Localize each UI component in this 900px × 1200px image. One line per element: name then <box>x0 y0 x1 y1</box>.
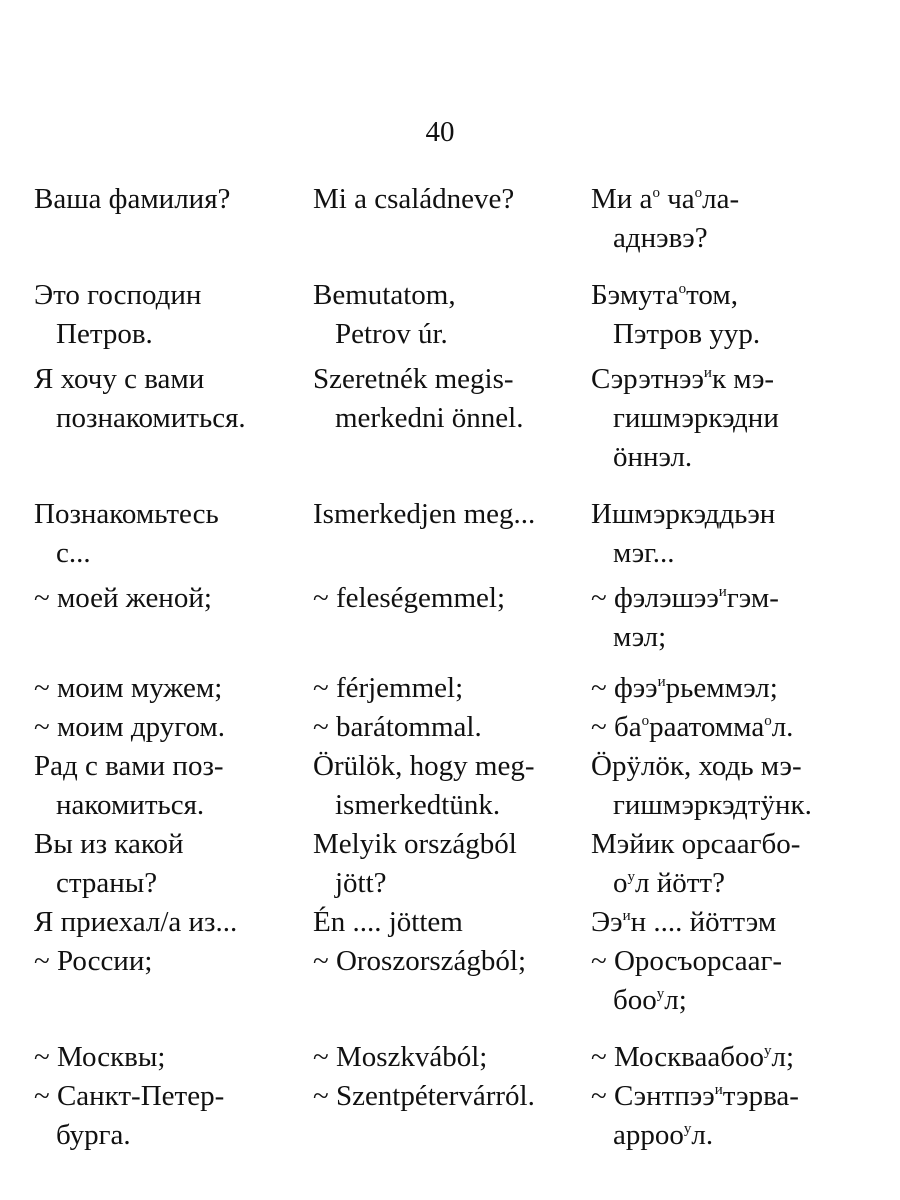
phrase-line: ~ моим мужем; <box>34 672 223 704</box>
hungarian-phrase <box>313 360 591 477</box>
phrase-line: мэг... <box>613 537 675 569</box>
transcription-phrase <box>591 276 880 354</box>
phrase-line: ~ фээ$^и$рьеммэл; <box>591 672 778 704</box>
phrase-row <box>34 180 880 258</box>
transcription-phrase <box>591 942 880 1020</box>
phrase-line: накомиться. <box>56 789 205 821</box>
phrase-line: Szeretnék megis- <box>313 363 514 395</box>
superscript-vowel: и <box>718 584 727 600</box>
superscript-vowel: о <box>641 713 650 729</box>
hungarian-phrase <box>313 825 591 903</box>
phrase-line: ~ Оросъорсааг- <box>591 945 782 977</box>
phrase-row <box>34 1077 880 1155</box>
phrase-line: аднэвэ? <box>613 222 708 254</box>
phrase-line: Это господин <box>34 279 202 311</box>
russian-phrase <box>34 180 313 258</box>
phrase-line: Рад с вами поз- <box>34 750 224 782</box>
phrase-line: ~ моим другом. <box>34 711 226 743</box>
russian-phrase <box>34 942 313 1020</box>
phrase-line: ~ feleségemmel; <box>313 582 506 614</box>
phrase-line: Örülök, hogy meg- <box>313 750 535 782</box>
transcription-phrase <box>591 180 880 258</box>
transcription-phrase <box>591 1077 880 1155</box>
phrase-line: ~ Санкт-Петер- <box>34 1080 225 1112</box>
russian-phrase <box>34 903 313 942</box>
phrase-line: страны? <box>56 867 158 899</box>
superscript-vowel: и <box>622 908 631 924</box>
hungarian-phrase <box>313 708 591 747</box>
russian-phrase <box>34 1038 313 1077</box>
superscript-vowel: и <box>657 674 666 690</box>
phrase-line: Вы из какой <box>34 828 184 860</box>
hungarian-phrase <box>313 669 591 708</box>
phrase-line: Я приехал/а из... <box>34 906 238 938</box>
phrase-row <box>34 1038 880 1077</box>
phrase-line: ~ Szentpétervárról. <box>313 1080 535 1112</box>
phrase-line: Познакомьтесь <box>34 498 219 530</box>
russian-phrase <box>34 360 313 477</box>
phrase-row <box>34 495 880 573</box>
hungarian-phrase <box>313 942 591 1020</box>
phrase-line: Petrov úr. <box>335 318 448 350</box>
phrase-line: ~ Oroszországból; <box>313 945 526 977</box>
phrase-row <box>34 579 880 657</box>
phrase-row <box>34 276 880 354</box>
hungarian-phrase <box>313 1077 591 1155</box>
hungarian-phrase <box>313 180 591 258</box>
phrase-line: бурга. <box>56 1119 131 1151</box>
phrase-line: ~ Москвы; <box>34 1041 166 1073</box>
phrase-line: ismerkedtünk. <box>335 789 501 821</box>
phrase-line: Мэйик орсаагбо- <box>591 828 801 860</box>
phrase-line: Bemutatom, <box>313 279 456 311</box>
phrase-line: ~ Moszkvából; <box>313 1041 488 1073</box>
superscript-vowel: о <box>764 713 772 729</box>
phrase-row <box>34 669 880 708</box>
hungarian-phrase <box>313 903 591 942</box>
phrase-line: merkedni önnel. <box>335 402 524 434</box>
phrase-line: ~ фэлэшээ$^и$гэм- <box>591 582 779 614</box>
hungarian-phrase <box>313 495 591 573</box>
phrase-line: гишмэркэдтӱнк. <box>613 789 812 821</box>
hungarian-phrase <box>313 1038 591 1077</box>
superscript-vowel: и <box>703 365 712 381</box>
phrase-line: Ваша фамилия? <box>34 183 231 215</box>
transcription-phrase <box>591 825 880 903</box>
superscript-vowel: о <box>652 185 660 201</box>
phrase-line: мэл; <box>613 621 667 653</box>
phrase-line: ~ férjemmel; <box>313 672 464 704</box>
phrase-line: ~ моей женой; <box>34 582 212 614</box>
phrase-line: ~ Москваабоо$^у$л; <box>591 1041 795 1073</box>
russian-phrase <box>34 825 313 903</box>
phrase-line: $Ээ^ин$ .... йӧттэм <box>591 906 777 938</box>
phrase-line: Ӧрӱлӧк, ходь мэ- <box>591 750 802 782</box>
phrase-line: Петров. <box>56 318 153 350</box>
phrase-row <box>34 942 880 1020</box>
transcription-phrase <box>591 903 880 942</box>
phrase-line: ~ Сэнтпээ$^и$тэрва- <box>591 1080 799 1112</box>
superscript-vowel: о <box>694 185 703 201</box>
phrase-line: Ismerkedjen meg... <box>313 498 536 530</box>
hungarian-phrase <box>313 276 591 354</box>
phrase-row <box>34 747 880 825</box>
phrase-line: Я хочу с вами <box>34 363 205 395</box>
superscript-vowel: и <box>714 1082 723 1098</box>
superscript-vowel: у <box>764 1043 772 1059</box>
page-number: 40 <box>425 116 455 148</box>
phrase-row <box>34 903 880 942</box>
russian-phrase <box>34 579 313 657</box>
phrase-table <box>34 180 880 1155</box>
russian-phrase <box>34 276 313 354</box>
phrase-line: ~ России; <box>34 945 153 977</box>
transcription-phrase <box>591 708 880 747</box>
hungarian-phrase <box>313 579 591 657</box>
phrase-line: ~ $ба^ораатомма^ол$. <box>591 711 794 743</box>
phrase-row <box>34 360 880 477</box>
russian-phrase <box>34 1077 313 1155</box>
russian-phrase <box>34 708 313 747</box>
phrase-line: ~ barátommal. <box>313 711 482 743</box>
hungarian-phrase <box>313 747 591 825</box>
phrase-line: с... <box>56 537 91 569</box>
phrase-line: боо$^у$л; <box>613 984 687 1016</box>
superscript-vowel: о <box>678 281 687 297</box>
superscript-vowel: у <box>627 869 635 885</box>
phrase-line: познакомиться. <box>56 402 246 434</box>
phrase-line: Пэтров уур. <box>613 318 761 350</box>
phrase-line: Бэмута$^о$том, <box>591 279 738 311</box>
superscript-vowel: у <box>656 986 665 1002</box>
phrase-line: арроо$^у$л. <box>613 1119 714 1151</box>
transcription-phrase <box>591 495 880 573</box>
phrase-line: Ишмэркэддьэн <box>591 498 776 530</box>
russian-phrase <box>34 495 313 573</box>
phrase-line: Melyik országból <box>313 828 517 860</box>
transcription-phrase <box>591 579 880 657</box>
phrase-line: Ми $а^о$ $ча^ола-$ <box>591 183 740 215</box>
phrase-row <box>34 708 880 747</box>
phrase-line: Mi a családneve? <box>313 183 515 215</box>
phrase-row <box>34 825 880 903</box>
transcription-phrase <box>591 669 880 708</box>
phrase-line: гишмэркэдни <box>613 402 779 434</box>
transcription-phrase <box>591 747 880 825</box>
phrase-line: jött? <box>335 867 387 899</box>
transcription-phrase <box>591 1038 880 1077</box>
phrase-line: Сэрэтнээ$^и$к мэ- <box>591 363 775 395</box>
phrase-line: Én .... jöttem <box>313 906 463 938</box>
phrase-line: öннэл. <box>613 441 693 473</box>
phrase-line: $о^ул$ йӧтт? <box>613 867 725 899</box>
russian-phrase <box>34 669 313 708</box>
russian-phrase <box>34 747 313 825</box>
transcription-phrase <box>591 360 880 477</box>
superscript-vowel: у <box>683 1121 692 1137</box>
